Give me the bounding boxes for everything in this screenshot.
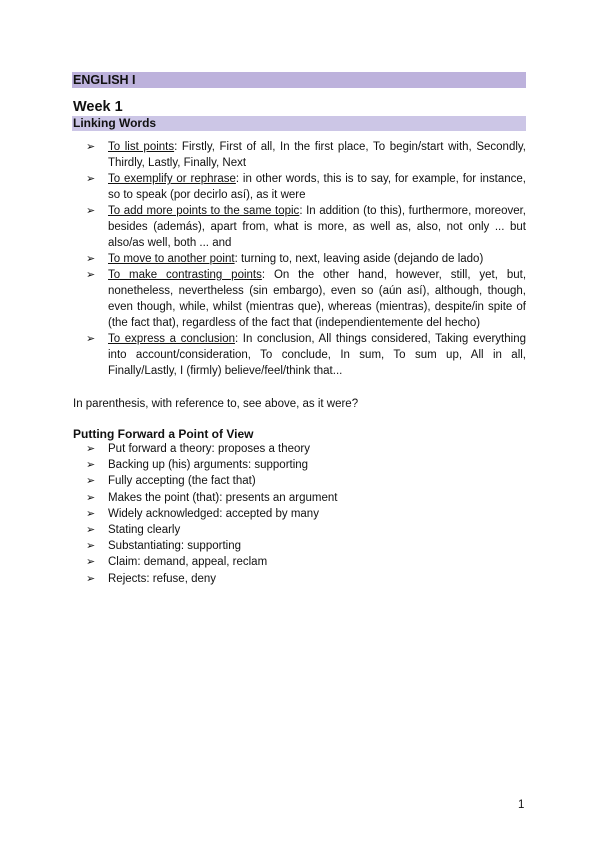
arrow-bullet-icon: ➢ [86,333,96,345]
category-label: To make contrasting points [108,269,262,281]
category-label: To list points [108,141,175,153]
arrow-bullet-icon: ➢ [86,253,96,265]
item-text: : In addition (to this), furthermore, moreover, besides (además), apart from, what is more, as well as, also, not only ... but also/as well, both ... and [108,205,526,249]
arrow-bullet-icon: ➢ [86,269,96,281]
list-item [86,571,526,587]
arrow-bullet-icon: ➢ [86,475,96,488]
item-text: : Firstly, First of all, In the first place, To begin/start with, Secondly, Thirdly, Lastly, Finally, Next [108,141,526,169]
item-text: : On the other hand, however, still, yet, but, nonetheless, nevertheless (sin embargo), even so (aún así), although, though, even though, while, whilst (mientras que), whereas (mientras), despite/in spite of (the fact that), regardless of the fact that (independientemente del hecho) [108,269,527,329]
arrow-bullet-icon: ➢ [86,556,96,569]
item-text: Fully accepting (the fact that) [108,475,256,488]
point-of-view-list [86,441,526,587]
item-text: Backing up (his) arguments: supporting [108,459,309,472]
arrow-bullet-icon: ➢ [86,524,96,537]
arrow-bullet-icon: ➢ [86,507,96,520]
category-label: To express a conclusion [108,333,235,345]
item-text: Substantiating: supporting [108,540,241,553]
list-item [86,554,526,570]
item-text: Makes the point (that): presents an argument [108,491,338,504]
arrow-bullet-icon: ➢ [86,205,96,217]
list-item [86,171,526,203]
item-text: Claim: demand, appeal, reclam [108,556,268,569]
category-label: To add more points to the same topic [108,205,300,217]
item-text: Rejects: refuse, deny [108,572,217,585]
arrow-bullet-icon: ➢ [86,459,96,472]
list-item [86,457,526,473]
arrow-bullet-icon: ➢ [86,491,96,504]
list-item [86,473,526,489]
week-title: Week 1 [73,99,123,115]
item-text: Stating clearly [108,524,181,537]
linking-words-heading: Linking Words [72,116,526,131]
list-item [86,441,526,457]
parenthesis-note: In parenthesis, with reference to, see above, as it were? [73,398,359,410]
item-text: Put forward a theory: proposes a theory [108,443,310,455]
arrow-bullet-icon: ➢ [86,141,96,153]
list-item [86,139,526,171]
arrow-bullet-icon: ➢ [86,173,96,185]
list-item [86,522,526,538]
list-item [86,203,526,251]
category-label: To exemplify or rephrase [108,173,236,185]
course-header: ENGLISH I [72,72,526,88]
list-item [86,490,526,506]
list-item [86,267,526,331]
arrow-bullet-icon: ➢ [86,443,96,455]
category-label: To move to another point [108,253,235,265]
arrow-bullet-icon: ➢ [86,540,96,553]
list-item [86,331,526,379]
linking-words-list [86,139,526,379]
list-item [86,251,526,267]
list-item [86,538,526,554]
page-number: 1 [518,799,525,811]
item-text: : In conclusion, All things considered, Taking everything into account/consideration, To conclude, In sum, To sum up, All in all, Finally/Lastly, I (firmly) believe/feel/think that... [108,333,526,377]
item-text: Widely acknowledged: accepted by many [108,507,319,520]
list-item [86,506,526,522]
point-of-view-heading: Putting Forward a Point of View [73,427,254,441]
arrow-bullet-icon: ➢ [86,572,96,585]
item-text: : in other words, this is to say, for example, for instance, so to speak (por decirlo así), as it were [108,173,526,201]
item-text: : turning to, next, leaving aside (dejando de lado) [234,253,484,265]
